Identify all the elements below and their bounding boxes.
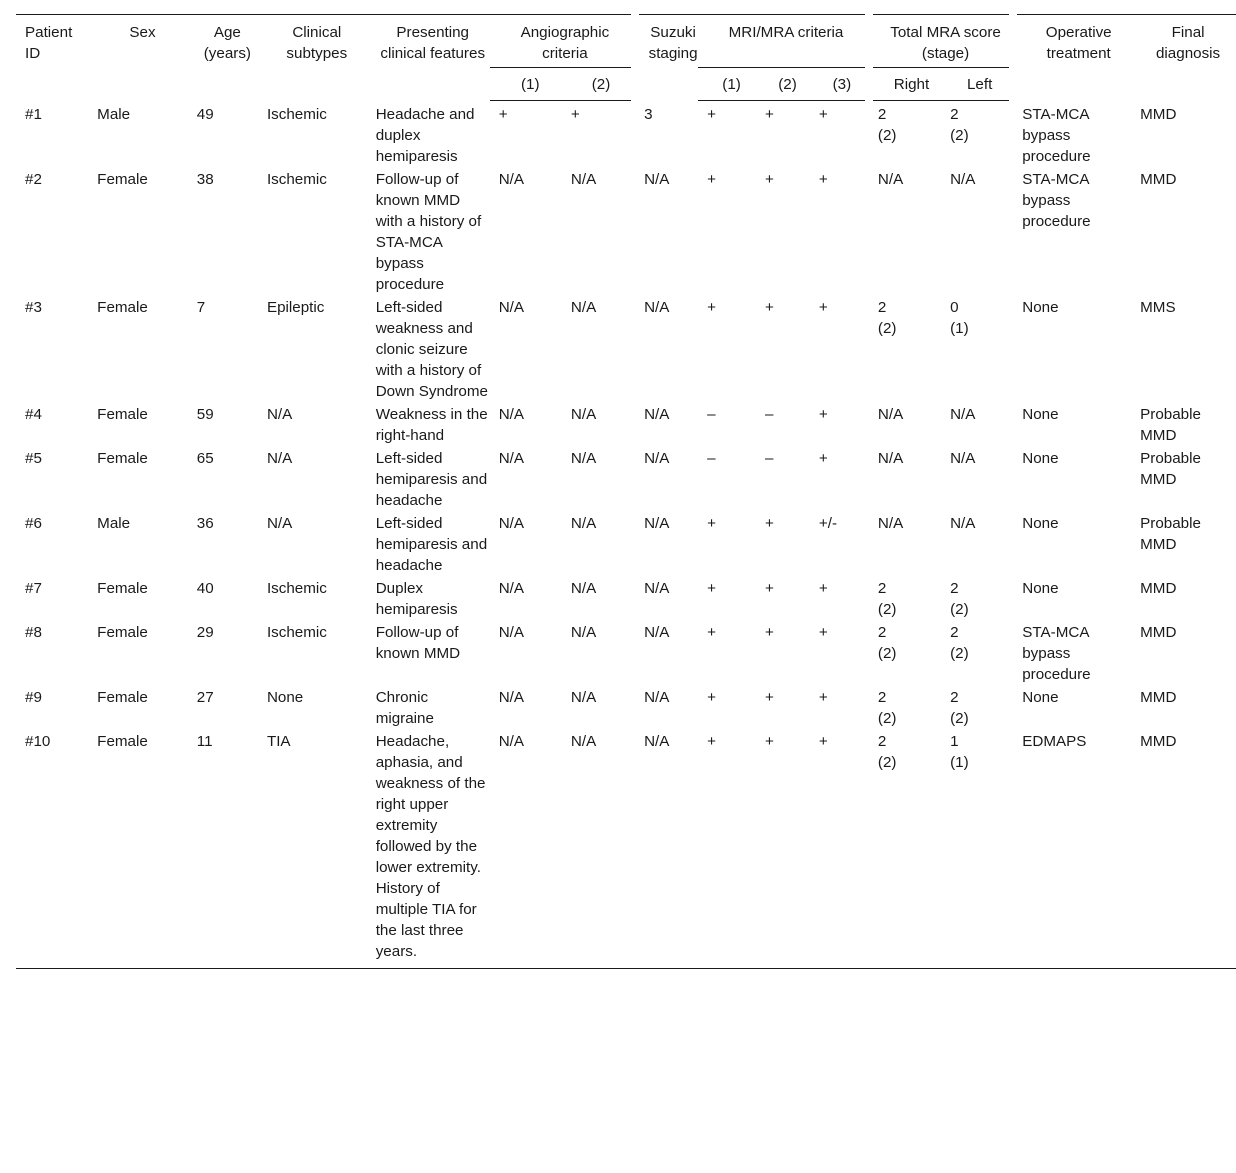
cell-mri-3: +: [818, 623, 828, 641]
cell-final-diagnosis: MMD: [1140, 732, 1177, 750]
cell-mri-2: +: [765, 732, 774, 750]
cell-final-diagnosis: Probable MMD: [1140, 514, 1201, 553]
cell-sex: Female: [97, 405, 148, 423]
cell-mra-left: [941, 404, 1013, 448]
cell-mra-right: [869, 578, 941, 622]
cell-final-diagnosis: MMD: [1140, 170, 1177, 188]
cell-mra-left: [941, 448, 1013, 513]
cell-mri-1: –: [707, 449, 716, 467]
cell-angio-2: N/A: [570, 405, 597, 423]
cell-mra-right: [869, 404, 941, 448]
cell-angio-2: N/A: [570, 449, 597, 467]
cell-mra-left: [941, 622, 1013, 687]
table-row: [16, 101, 1236, 169]
cell-mri-3: +: [818, 405, 828, 423]
cell-angio-1: N/A: [498, 449, 525, 467]
subheader-mra-left: Left: [941, 68, 1013, 101]
cell-mra-right: [869, 297, 941, 404]
cell-sex: Female: [97, 298, 148, 316]
cell-presenting-features: Chronic migraine: [375, 688, 434, 727]
cell-presenting-features: Weakness in the right-hand: [375, 405, 488, 444]
cell-clinical-subtype: Ischemic: [266, 105, 327, 123]
cell-clinical-subtype: Ischemic: [266, 170, 327, 188]
cell-presenting-features: Left-sided hemiparesis and headache: [375, 514, 488, 574]
cell-mra-left: [941, 513, 1013, 578]
header-sex: Sex: [129, 24, 156, 41]
cell-mra-left: [941, 101, 1013, 169]
table-row: [16, 404, 1236, 448]
cell-sex: Male: [97, 514, 131, 532]
subheader-mra-right: Right: [869, 68, 941, 101]
cell-mri-1: +: [707, 106, 716, 123]
cell-mra-right: [869, 687, 941, 731]
cell-operative-treatment: None: [1022, 449, 1059, 467]
cell-presenting-features: Left-sided hemiparesis and headache: [375, 449, 488, 509]
cell-final-diagnosis: Probable MMD: [1140, 449, 1201, 488]
cell-mra-left: [941, 578, 1013, 622]
cell-mra-left: [941, 297, 1013, 404]
cell-mra-left: [941, 687, 1013, 731]
cell-clinical-subtype: Ischemic: [266, 579, 327, 597]
mra-left-stage: (2): [950, 644, 969, 662]
cell-sex: Female: [97, 579, 148, 597]
cell-angio-1: N/A: [498, 405, 525, 423]
cell-age: 59: [196, 405, 214, 423]
cell-angio-2: N/A: [570, 579, 597, 597]
cell-clinical-subtype: Ischemic: [266, 623, 327, 641]
mra-right-score: N/A: [877, 514, 904, 532]
header-presenting-features: Presenting clinical features: [380, 24, 486, 62]
cell-age: 36: [196, 514, 214, 532]
cell-suzuki-stage: N/A: [644, 298, 670, 316]
mra-left-stage: (2): [950, 709, 969, 727]
mra-right-stage: (2): [877, 709, 897, 727]
mra-left-stage: (1): [950, 753, 969, 771]
mra-right-stage: (2): [877, 753, 897, 771]
header-patient-id: Patient ID: [25, 24, 73, 62]
cell-mra-right: [869, 513, 941, 578]
cell-mri-3: +: [818, 298, 828, 316]
cell-mri-2: +: [765, 170, 774, 188]
table-row: [16, 578, 1236, 622]
mra-right-score: N/A: [877, 405, 904, 423]
cell-suzuki-stage: N/A: [644, 514, 670, 532]
cell-age: 40: [196, 579, 214, 597]
cell-mri-1: +: [707, 732, 716, 750]
cell-angio-2: N/A: [570, 514, 597, 532]
mra-right-score: 2: [877, 106, 887, 123]
mra-right-score: 2: [877, 688, 887, 706]
cell-patient-id: #3: [25, 298, 42, 316]
cell-sex: Female: [97, 688, 148, 706]
subheader-angio-2: (2): [562, 68, 635, 101]
mra-left-score: N/A: [950, 514, 976, 532]
cell-operative-treatment: STA-MCA bypass procedure: [1022, 623, 1091, 683]
cell-age: 29: [196, 623, 214, 641]
mra-left-score: 2: [950, 688, 959, 706]
cell-mra-right: [869, 622, 941, 687]
cell-mri-3: +: [818, 579, 828, 597]
subheader-mri-1: (1): [698, 68, 756, 101]
cell-mri-3: +: [818, 449, 828, 467]
header-final-diagnosis: Final diagnosis: [1155, 24, 1221, 62]
mra-left-stage: (1): [950, 319, 969, 337]
cell-age: 49: [196, 105, 214, 123]
cell-mri-1: +: [707, 623, 716, 641]
header-suzuki-staging: Suzuki staging: [648, 24, 698, 62]
table-head: [16, 15, 1236, 101]
cell-angio-2: +: [570, 106, 580, 123]
header-operative-treatment: Operative treatment: [1045, 24, 1112, 62]
cell-operative-treatment: STA-MCA bypass procedure: [1022, 170, 1091, 230]
header-age: Age (years): [203, 24, 251, 62]
cell-mri-2: +: [765, 623, 774, 641]
cell-age: 27: [196, 688, 214, 706]
cell-angio-1: N/A: [498, 623, 525, 641]
cell-mri-3: +: [818, 688, 828, 706]
cell-mra-right: [869, 731, 941, 969]
cell-suzuki-stage: N/A: [644, 579, 670, 597]
cell-angio-1: N/A: [498, 732, 525, 750]
cell-suzuki-stage: N/A: [644, 732, 670, 750]
cell-mri-2: –: [765, 405, 774, 423]
cell-presenting-features: Left-sided weakness and clonic seizure with a history of Down Syndrome: [375, 298, 488, 400]
cell-patient-id: #4: [25, 405, 42, 423]
header-total-mra-score: Total MRA score (stage): [869, 15, 1013, 68]
mra-right-stage: (2): [877, 644, 897, 662]
cell-mri-1: +: [707, 298, 716, 316]
cell-mri-2: +: [765, 688, 774, 706]
cell-operative-treatment: None: [1022, 298, 1059, 316]
cell-clinical-subtype: N/A: [266, 405, 293, 423]
cell-angio-2: N/A: [570, 170, 597, 188]
cell-suzuki-stage: N/A: [644, 688, 670, 706]
cell-clinical-subtype: N/A: [266, 514, 293, 532]
cell-final-diagnosis: MMD: [1140, 623, 1177, 641]
cell-suzuki-stage: N/A: [644, 170, 670, 188]
mra-left-score: 2: [950, 579, 959, 597]
cell-mri-3: +: [818, 106, 828, 123]
cell-age: 7: [196, 298, 206, 316]
cell-patient-id: #2: [25, 170, 42, 188]
cell-clinical-subtype: Epileptic: [266, 298, 325, 316]
subheader-angio-1: (1): [490, 68, 562, 101]
cell-sex: Female: [97, 449, 148, 467]
mra-left-score: N/A: [950, 170, 976, 188]
cell-final-diagnosis: MMD: [1140, 105, 1177, 123]
mra-right-score: 2: [877, 298, 887, 316]
table-row: [16, 513, 1236, 578]
cell-mri-1: +: [707, 170, 716, 188]
cell-angio-1: N/A: [498, 170, 525, 188]
cell-suzuki-stage: N/A: [644, 405, 670, 423]
cell-age: 11: [196, 732, 213, 750]
cell-presenting-features: Headache, aphasia, and weakness of the right upper extremity followed by the lower extremity. History of multiple TIA for the last three years.: [375, 732, 486, 960]
cell-mri-1: +: [707, 688, 716, 706]
mra-left-score: 2: [950, 623, 959, 641]
cell-sex: Female: [97, 623, 148, 641]
patient-table: [16, 14, 1236, 969]
cell-mri-2: –: [765, 449, 774, 467]
cell-angio-1: N/A: [498, 514, 525, 532]
cell-operative-treatment: STA-MCA bypass procedure: [1022, 105, 1091, 165]
table-row: [16, 448, 1236, 513]
cell-sex: Female: [97, 732, 148, 750]
table-row: [16, 622, 1236, 687]
cell-presenting-features: Follow-up of known MMD: [375, 623, 461, 662]
cell-presenting-features: Duplex hemiparesis: [375, 579, 458, 618]
table-row: [16, 687, 1236, 731]
mra-left-score: N/A: [950, 449, 976, 467]
header-angiographic-criteria: Angiographic criteria: [490, 15, 635, 68]
cell-angio-2: N/A: [570, 298, 597, 316]
cell-suzuki-stage: 3: [644, 105, 653, 123]
cell-patient-id: #5: [25, 449, 42, 467]
cell-presenting-features: Headache and duplex hemiparesis: [375, 105, 475, 165]
cell-angio-2: N/A: [570, 688, 597, 706]
cell-mra-right: [869, 448, 941, 513]
cell-mra-right: [869, 169, 941, 297]
cell-suzuki-stage: N/A: [644, 623, 670, 641]
cell-mri-2: +: [765, 579, 774, 597]
cell-patient-id: #10: [25, 732, 51, 750]
cell-mri-1: +: [707, 514, 716, 532]
mra-right-score: 2: [877, 623, 887, 641]
cell-angio-2: N/A: [570, 623, 597, 641]
cell-mri-2: +: [765, 514, 774, 532]
cell-patient-id: #1: [25, 105, 42, 123]
header-clinical-subtypes: Clinical subtypes: [286, 24, 348, 62]
mra-left-stage: (2): [950, 127, 969, 144]
cell-sex: Female: [97, 170, 148, 188]
subheader-mri-2: (2): [756, 68, 810, 101]
cell-mri-1: +: [707, 579, 716, 597]
cell-mri-1: –: [707, 405, 716, 423]
mra-right-score: N/A: [877, 170, 904, 188]
cell-final-diagnosis: MMS: [1140, 298, 1176, 316]
cell-suzuki-stage: N/A: [644, 449, 670, 467]
cell-mri-3: +: [818, 170, 828, 188]
mra-right-stage: (2): [877, 319, 897, 337]
cell-operative-treatment: None: [1022, 405, 1059, 423]
cell-mri-2: +: [765, 298, 774, 316]
mra-right-stage: (2): [877, 600, 897, 618]
cell-clinical-subtype: TIA: [266, 732, 291, 750]
mra-left-stage: (2): [950, 600, 969, 618]
cell-mra-left: [941, 731, 1013, 969]
mra-right-stage: (2): [877, 127, 897, 144]
table-body: [16, 101, 1236, 969]
cell-age: 38: [196, 170, 214, 188]
cell-clinical-subtype: N/A: [266, 449, 293, 467]
cell-mri-2: +: [765, 106, 774, 123]
cell-operative-treatment: None: [1022, 579, 1059, 597]
cell-patient-id: #8: [25, 623, 42, 641]
cell-operative-treatment: None: [1022, 688, 1059, 706]
cell-angio-1: +: [498, 106, 508, 123]
cell-patient-id: #9: [25, 688, 42, 706]
mra-right-score: 2: [877, 732, 887, 750]
table-row: [16, 297, 1236, 404]
mra-left-score: 1: [950, 732, 959, 750]
cell-final-diagnosis: MMD: [1140, 688, 1177, 706]
mra-left-score: 2: [950, 106, 959, 123]
cell-presenting-features: Follow-up of known MMD with a history of STA-MCA bypass procedure: [375, 170, 482, 293]
cell-mra-right: [869, 101, 941, 169]
cell-mri-3: +/-: [818, 514, 838, 532]
table-container: [16, 14, 1236, 969]
cell-mri-3: +: [818, 732, 828, 750]
header-mri-mra-criteria: MRI/MRA criteria: [698, 15, 869, 68]
cell-patient-id: #6: [25, 514, 42, 532]
cell-angio-1: N/A: [498, 298, 525, 316]
header-row: [16, 15, 1236, 68]
mra-right-score: N/A: [877, 449, 904, 467]
mra-left-score: N/A: [950, 405, 976, 423]
cell-operative-treatment: EDMAPS: [1022, 732, 1087, 750]
table-row: [16, 169, 1236, 297]
subheader-mri-3: (3): [810, 68, 869, 101]
mra-right-score: 2: [877, 579, 887, 597]
cell-sex: Male: [97, 105, 131, 123]
mra-left-score: 0: [950, 298, 959, 316]
cell-operative-treatment: None: [1022, 514, 1059, 532]
cell-angio-1: N/A: [498, 688, 525, 706]
cell-angio-1: N/A: [498, 579, 525, 597]
cell-angio-2: N/A: [570, 732, 597, 750]
cell-age: 65: [196, 449, 214, 467]
cell-patient-id: #7: [25, 579, 42, 597]
cell-final-diagnosis: MMD: [1140, 579, 1177, 597]
table-row: [16, 731, 1236, 969]
cell-clinical-subtype: None: [266, 688, 304, 706]
cell-final-diagnosis: Probable MMD: [1140, 405, 1201, 444]
cell-mra-left: [941, 169, 1013, 297]
